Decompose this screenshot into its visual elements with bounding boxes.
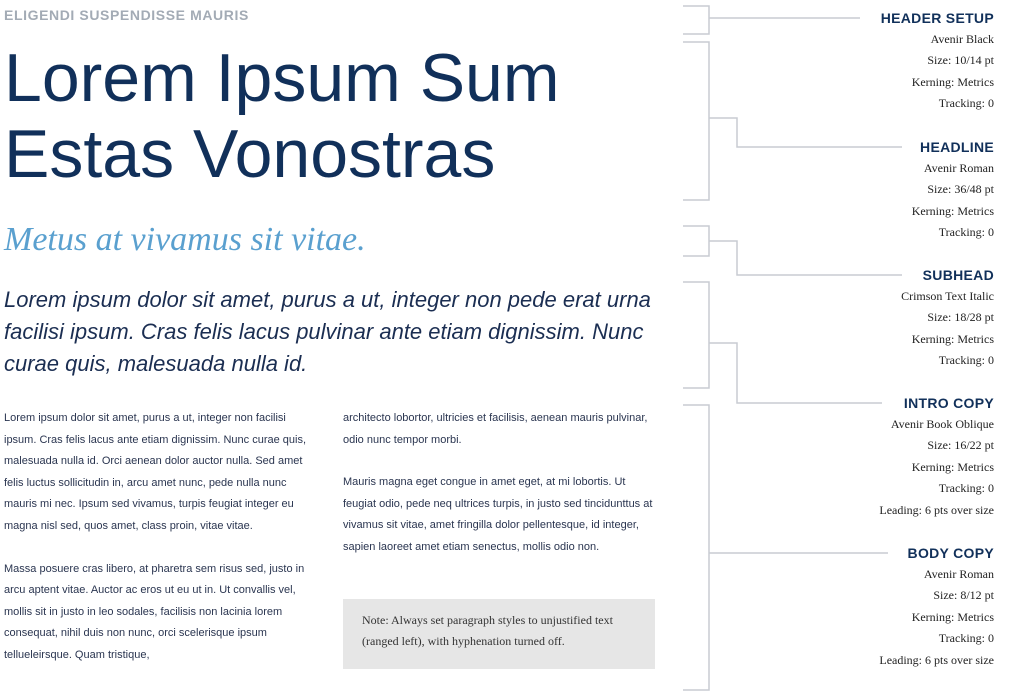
spec-header-setup xyxy=(744,7,994,115)
header-setup-sample: ELIGENDI SUSPENDISSE MAURIS xyxy=(4,7,249,23)
spec-font: Avenir Black xyxy=(930,32,994,46)
spec-intro-copy xyxy=(744,392,994,521)
spec-font: Avenir Roman xyxy=(923,161,994,175)
spec-title: HEADER SETUP xyxy=(880,10,994,26)
spec-tracking: Tracking: 0 xyxy=(938,225,994,240)
body-paragraph: Lorem ipsum dolor sit amet, purus a ut, integer non facilisi ipsum. Cras felis lacus ante etiam dignissim. Nunc curae quis, malesuada nulla id. Orci aenean dolor auctor nulla. Sed amet felis luctus sollicitudin in, arcu amet nunc, pede nulla nunc mauris mi nec. Ipsum sed vivamus, turpis feugiat integer eu magna nisl sed, quos amet, class proin, vitae vitae. xyxy=(4,412,307,532)
spec-font: Crimson Text Italic xyxy=(901,289,994,303)
spec-kerning: Kerning: Metrics xyxy=(911,331,994,346)
spec-title: SUBHEAD xyxy=(922,267,994,283)
spec-kerning: Kerning: Metrics xyxy=(911,609,994,624)
body-paragraph: architecto lobortor, ultricies et facilisis, aenean mauris pulvinar, odio nunc tempor morbi. xyxy=(343,412,648,446)
subhead-sample: Metus at vivamus sit vitae. xyxy=(4,221,366,258)
spec-tracking: Tracking: 0 xyxy=(938,631,994,646)
spec-kerning: Kerning: Metrics xyxy=(911,459,994,474)
spec-tracking: Tracking: 0 xyxy=(938,96,994,111)
spec-title: INTRO COPY xyxy=(903,395,994,411)
spec-headline xyxy=(744,136,994,244)
spec-tracking: Tracking: 0 xyxy=(938,481,994,496)
spec-leading: Leading: 6 pts over size xyxy=(879,502,994,517)
spec-subhead xyxy=(744,264,994,372)
body-paragraph: Mauris magna eget congue in amet eget, at mi lobortis. Ut feugiat odio, pede neq ultrices turpis, in justo sed tincidunttus at vivamus sit vitae, amet fringilla dolor pellentesque, id integer, sapien laoreet amet etiam senectus, mollis odio non. xyxy=(343,476,653,553)
spec-title: HEADLINE xyxy=(920,139,994,155)
spec-size: Size: 10/14 pt xyxy=(927,53,994,68)
spec-size: Size: 36/48 pt xyxy=(927,182,994,197)
spec-size: Size: 16/22 pt xyxy=(927,438,994,453)
spec-font: Avenir Book Oblique xyxy=(890,417,994,431)
spec-size: Size: 18/28 pt xyxy=(927,310,994,325)
spec-kerning: Kerning: Metrics xyxy=(911,74,994,89)
intro-copy-sample: Lorem ipsum dolor sit amet, purus a ut, integer non pede erat urna facilisi ipsum. Cras felis lacus pulvinar ante etiam dignissim. Nunc curae quis, malesuada nulla id. xyxy=(4,287,651,376)
spec-kerning: Kerning: Metrics xyxy=(911,203,994,218)
headline-line-1: Lorem Ipsum Sum xyxy=(4,40,560,116)
body-paragraph: Massa posuere cras libero, at pharetra sem risus sed, justo in arcu aptent vitae. Auctor ac eros ut eu ut in. Ut convallis vel, mollis sit in justo in leo sodales, facilisis non lacinia lorem consequat, nihil duis non nunc, orci scelerisque ipsum tellueleirsque. Quam tristique, xyxy=(4,562,305,661)
spec-title: BODY COPY xyxy=(907,545,994,561)
note-text: Note: Always set paragraph styles to unjustified text (ranged left), with hyphenation turned off. xyxy=(362,613,613,648)
headline-line-2: Estas Vonostras xyxy=(4,116,496,192)
spec-leading: Leading: 6 pts over size xyxy=(879,652,994,667)
spec-body-copy xyxy=(744,542,994,671)
spec-font: Avenir Roman xyxy=(923,567,994,581)
spec-tracking: Tracking: 0 xyxy=(938,353,994,368)
spec-size: Size: 8/12 pt xyxy=(933,588,994,603)
